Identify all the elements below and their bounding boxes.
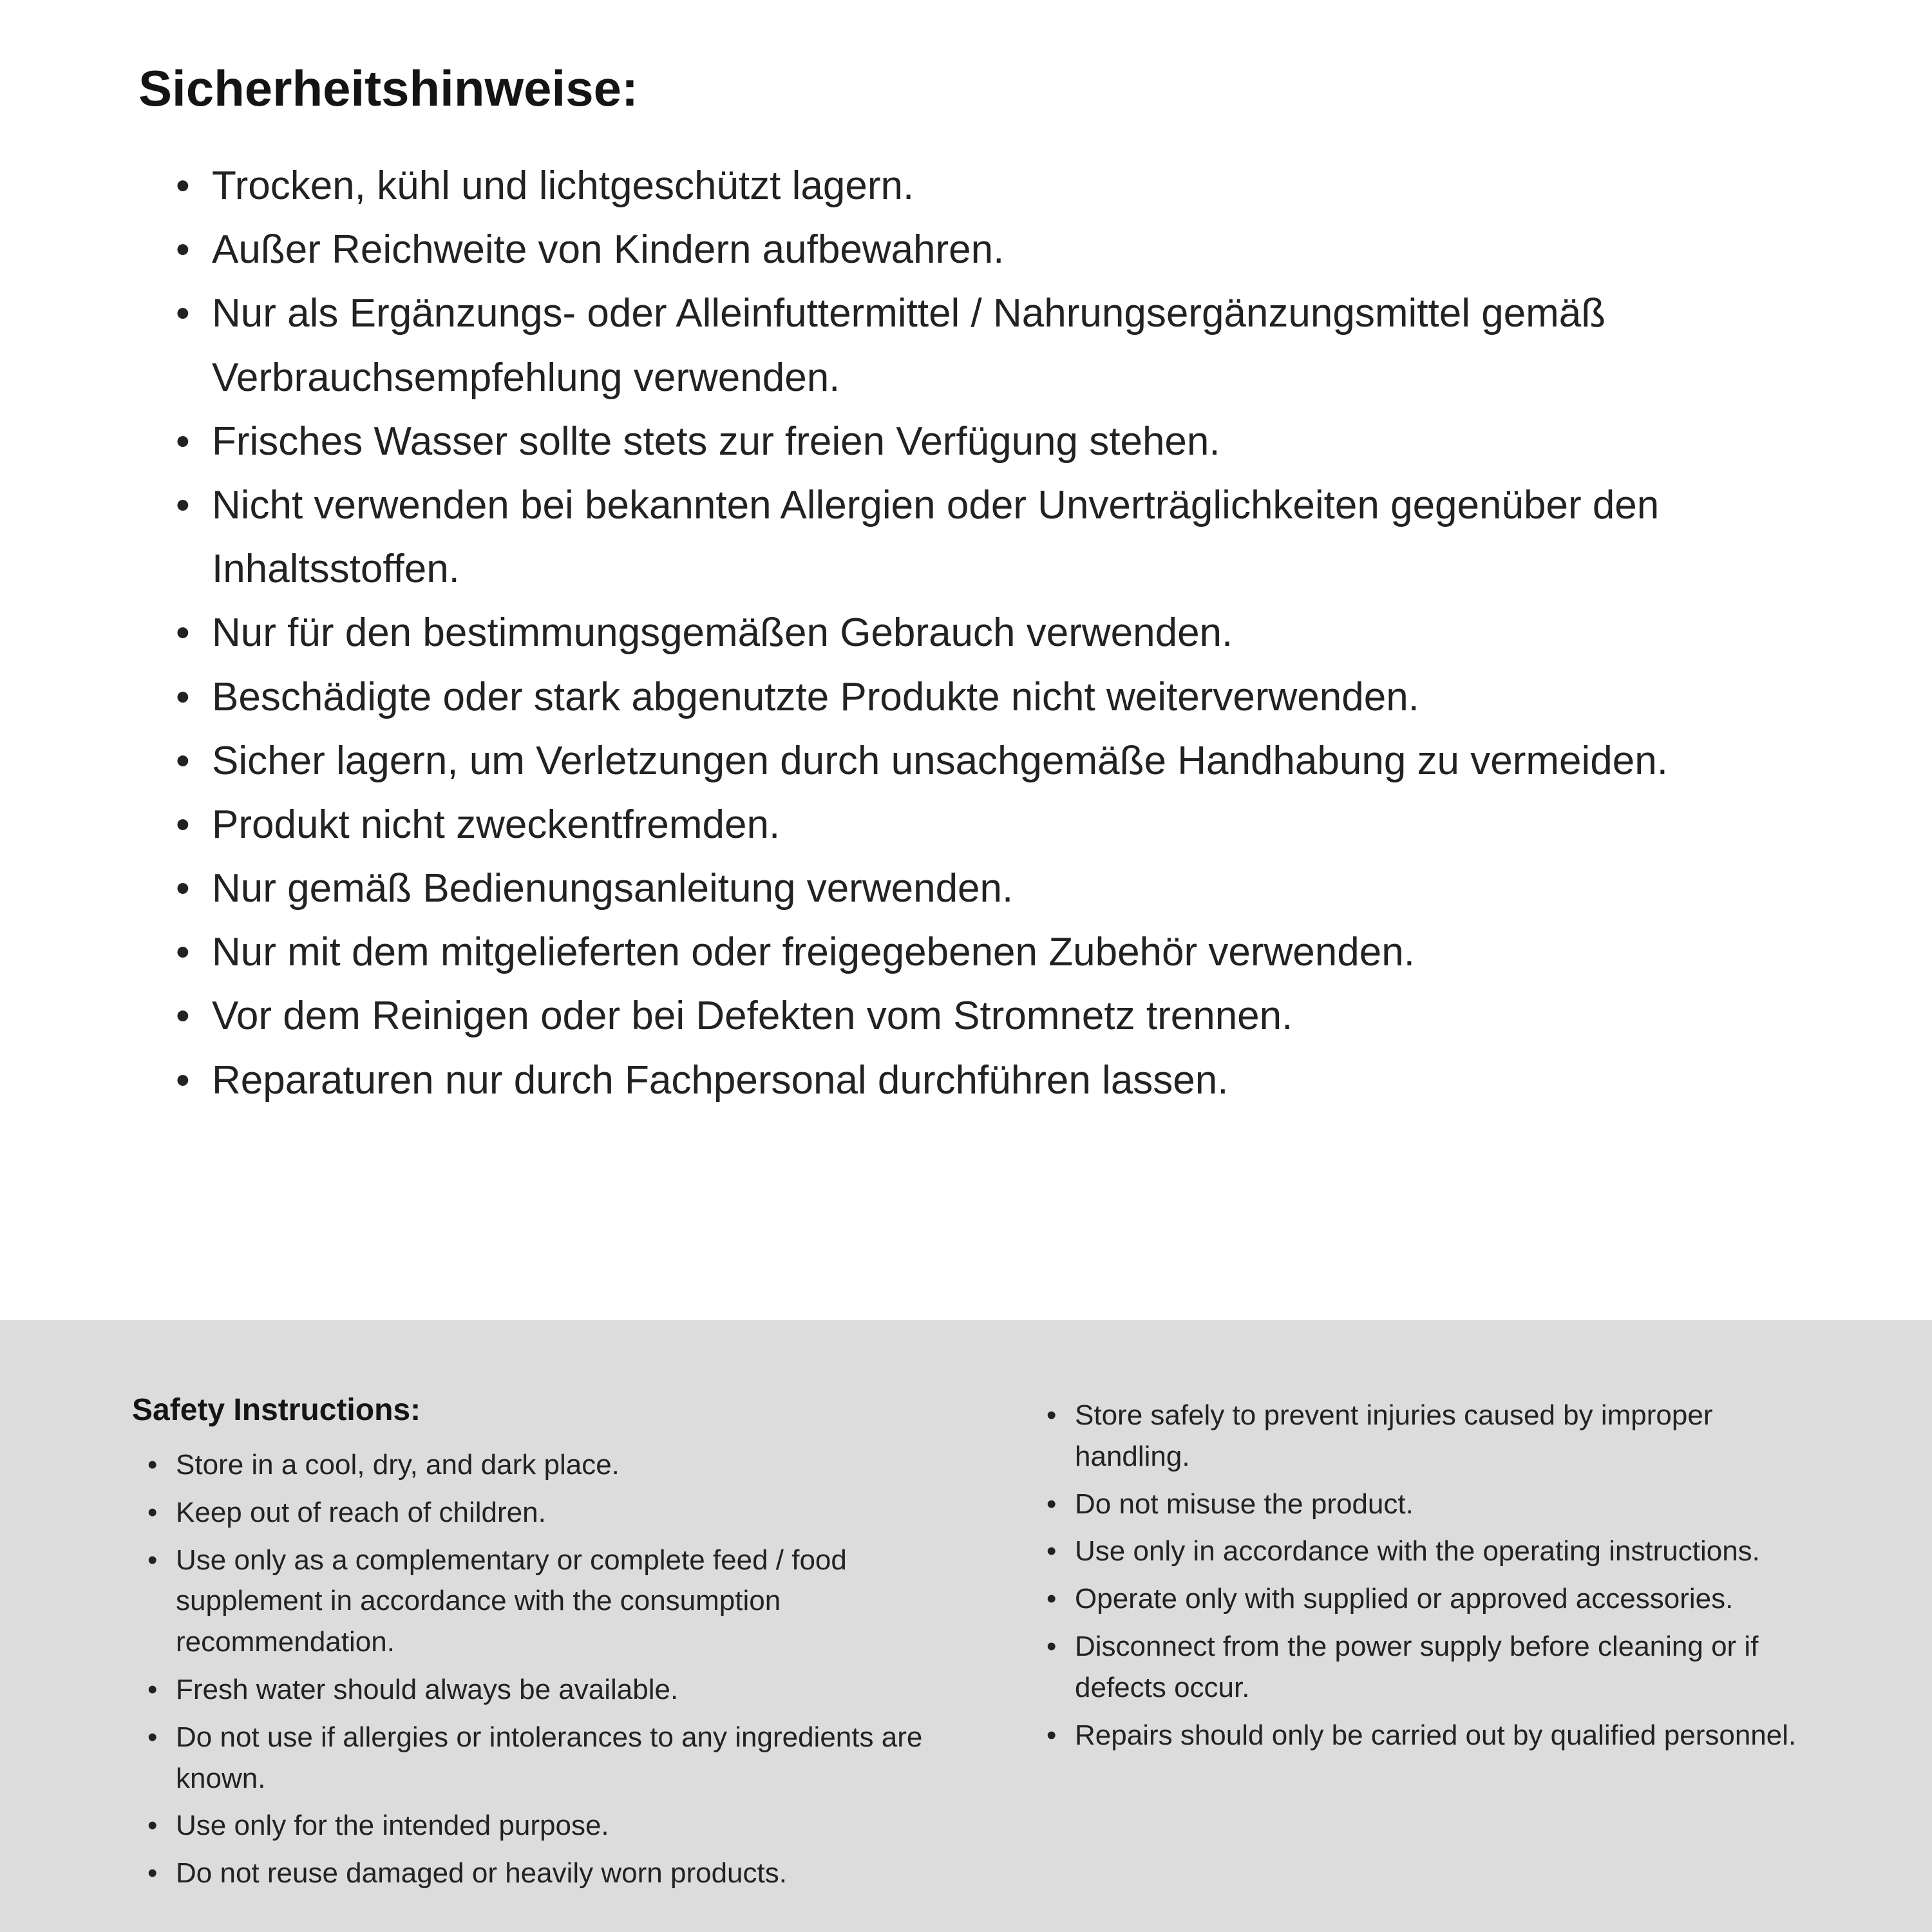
list-item-text: Operate only with supplied or approved accessories. — [1075, 1583, 1734, 1615]
bullet-icon: • — [176, 674, 190, 719]
list-item-text: Use only for the intended purpose. — [176, 1810, 609, 1842]
english-right-column — [1046, 1392, 1813, 1932]
german-heading: Sicherheitshinweise: — [138, 60, 638, 117]
list-item-text: Nur für den bestimmungsgemäßen Gebrauch verwenden. — [212, 611, 1233, 656]
bullet-icon: • — [1046, 1399, 1057, 1431]
list-item-text: Nicht verwenden bei bekannten Allergien oder Unverträglichkeiten gegenüber den Inhaltsstoffen. — [212, 482, 1660, 592]
bullet-icon: • — [147, 1673, 158, 1705]
bullet-icon: • — [176, 164, 190, 208]
list-item — [147, 1853, 995, 1894]
bullet-icon: • — [147, 1544, 158, 1576]
list-item — [176, 984, 1816, 1048]
list-item — [176, 665, 1816, 729]
bullet-icon: • — [1046, 1535, 1057, 1567]
list-item-text: Do not misuse the product. — [1075, 1488, 1414, 1520]
list-item — [147, 1492, 995, 1533]
list-item — [1046, 1484, 1813, 1525]
english-section — [0, 1320, 1932, 1932]
list-item — [147, 1805, 995, 1846]
list-item — [176, 410, 1816, 473]
list-item — [1046, 1626, 1813, 1709]
bullet-icon: • — [1046, 1583, 1057, 1615]
list-item — [176, 218, 1816, 281]
list-item — [176, 793, 1816, 857]
bullet-icon: • — [176, 227, 190, 272]
bullet-icon: • — [176, 291, 190, 336]
list-item-text: Keep out of reach of children. — [176, 1496, 546, 1528]
list-item — [147, 1669, 995, 1710]
list-item — [1046, 1715, 1813, 1756]
bullet-icon: • — [176, 802, 190, 847]
bullet-icon: • — [176, 866, 190, 911]
bullet-icon: • — [176, 611, 190, 656]
list-item-text: Reparaturen nur durch Fachpersonal durchführen lassen. — [212, 1057, 1229, 1103]
list-item — [176, 281, 1816, 409]
bullet-icon: • — [1046, 1488, 1057, 1520]
list-item-text: Do not use if allergies or intolerances to any ingredients are known. — [176, 1721, 923, 1794]
list-item-text: Vor dem Reinigen oder bei Defekten vom Stromnetz trennen. — [212, 994, 1293, 1039]
list-item — [1046, 1531, 1813, 1572]
bullet-icon: • — [176, 482, 190, 527]
bullet-icon: • — [176, 419, 190, 464]
list-item-text: Nur als Ergänzungs- oder Alleinfuttermittel / Nahrungsergänzungsmittel gemäß Verbrauchsempfehlung verwenden. — [212, 291, 1606, 400]
bullet-icon: • — [176, 930, 190, 975]
list-item-text: Beschädigte oder stark abgenutzte Produkte nicht weiterverwenden. — [212, 674, 1419, 719]
bullet-icon: • — [147, 1721, 158, 1753]
list-item-text: Fresh water should always be available. — [176, 1673, 679, 1705]
bullet-icon: • — [147, 1449, 158, 1481]
bullet-icon: • — [147, 1810, 158, 1842]
list-item — [147, 1444, 995, 1486]
list-item — [1046, 1578, 1813, 1620]
bullet-icon: • — [176, 994, 190, 1039]
list-item — [176, 1048, 1816, 1112]
english-right-list — [1046, 1395, 1813, 1756]
list-item-text: Trocken, kühl und lichtgeschützt lagern. — [212, 164, 914, 208]
list-item-text: Use only as a complementary or complete feed / food supplement in accordance with the consumption recommendation. — [176, 1544, 847, 1658]
bullet-icon: • — [176, 1057, 190, 1103]
list-item — [176, 154, 1816, 218]
list-item-text: Frisches Wasser sollte stets zur freien Verfügung stehen. — [212, 419, 1220, 464]
bullet-icon: • — [1046, 1719, 1057, 1751]
list-item — [176, 601, 1816, 665]
list-item — [147, 1540, 995, 1663]
list-item-text: Store in a cool, dry, and dark place. — [176, 1449, 620, 1481]
german-list — [138, 154, 1816, 1112]
list-item-text: Disconnect from the power supply before cleaning or if defects occur. — [1075, 1630, 1759, 1703]
english-left-column — [132, 1392, 995, 1932]
list-item-text: Repairs should only be carried out by qualified personnel. — [1075, 1719, 1797, 1751]
list-item — [147, 1717, 995, 1799]
bullet-icon: • — [1046, 1630, 1057, 1662]
list-item-text: Use only in accordance with the operating instructions. — [1075, 1535, 1760, 1567]
list-item-text: Nur mit dem mitgelieferten oder freigegebenen Zubehör verwenden. — [212, 930, 1415, 975]
english-left-list — [132, 1444, 995, 1894]
list-item-text: Do not reuse damaged or heavily worn products. — [176, 1857, 787, 1889]
english-heading: Safety Instructions: — [132, 1393, 421, 1427]
bullet-icon: • — [147, 1857, 158, 1889]
bullet-icon: • — [176, 738, 190, 783]
list-item — [1046, 1395, 1813, 1477]
list-item-text: Sicher lagern, um Verletzungen durch unsachgemäße Handhabung zu vermeiden. — [212, 738, 1668, 783]
list-item-text: Außer Reichweite von Kindern aufbewahren. — [212, 227, 1005, 272]
list-item — [176, 473, 1816, 601]
list-item — [176, 729, 1816, 793]
list-item — [176, 857, 1816, 920]
bullet-icon: • — [147, 1496, 158, 1528]
list-item-text: Store safely to prevent injuries caused by improper handling. — [1075, 1399, 1713, 1472]
list-item-text: Nur gemäß Bedienungsanleitung verwenden. — [212, 866, 1014, 911]
list-item — [176, 920, 1816, 984]
list-item-text: Produkt nicht zweckentfremden. — [212, 802, 781, 847]
